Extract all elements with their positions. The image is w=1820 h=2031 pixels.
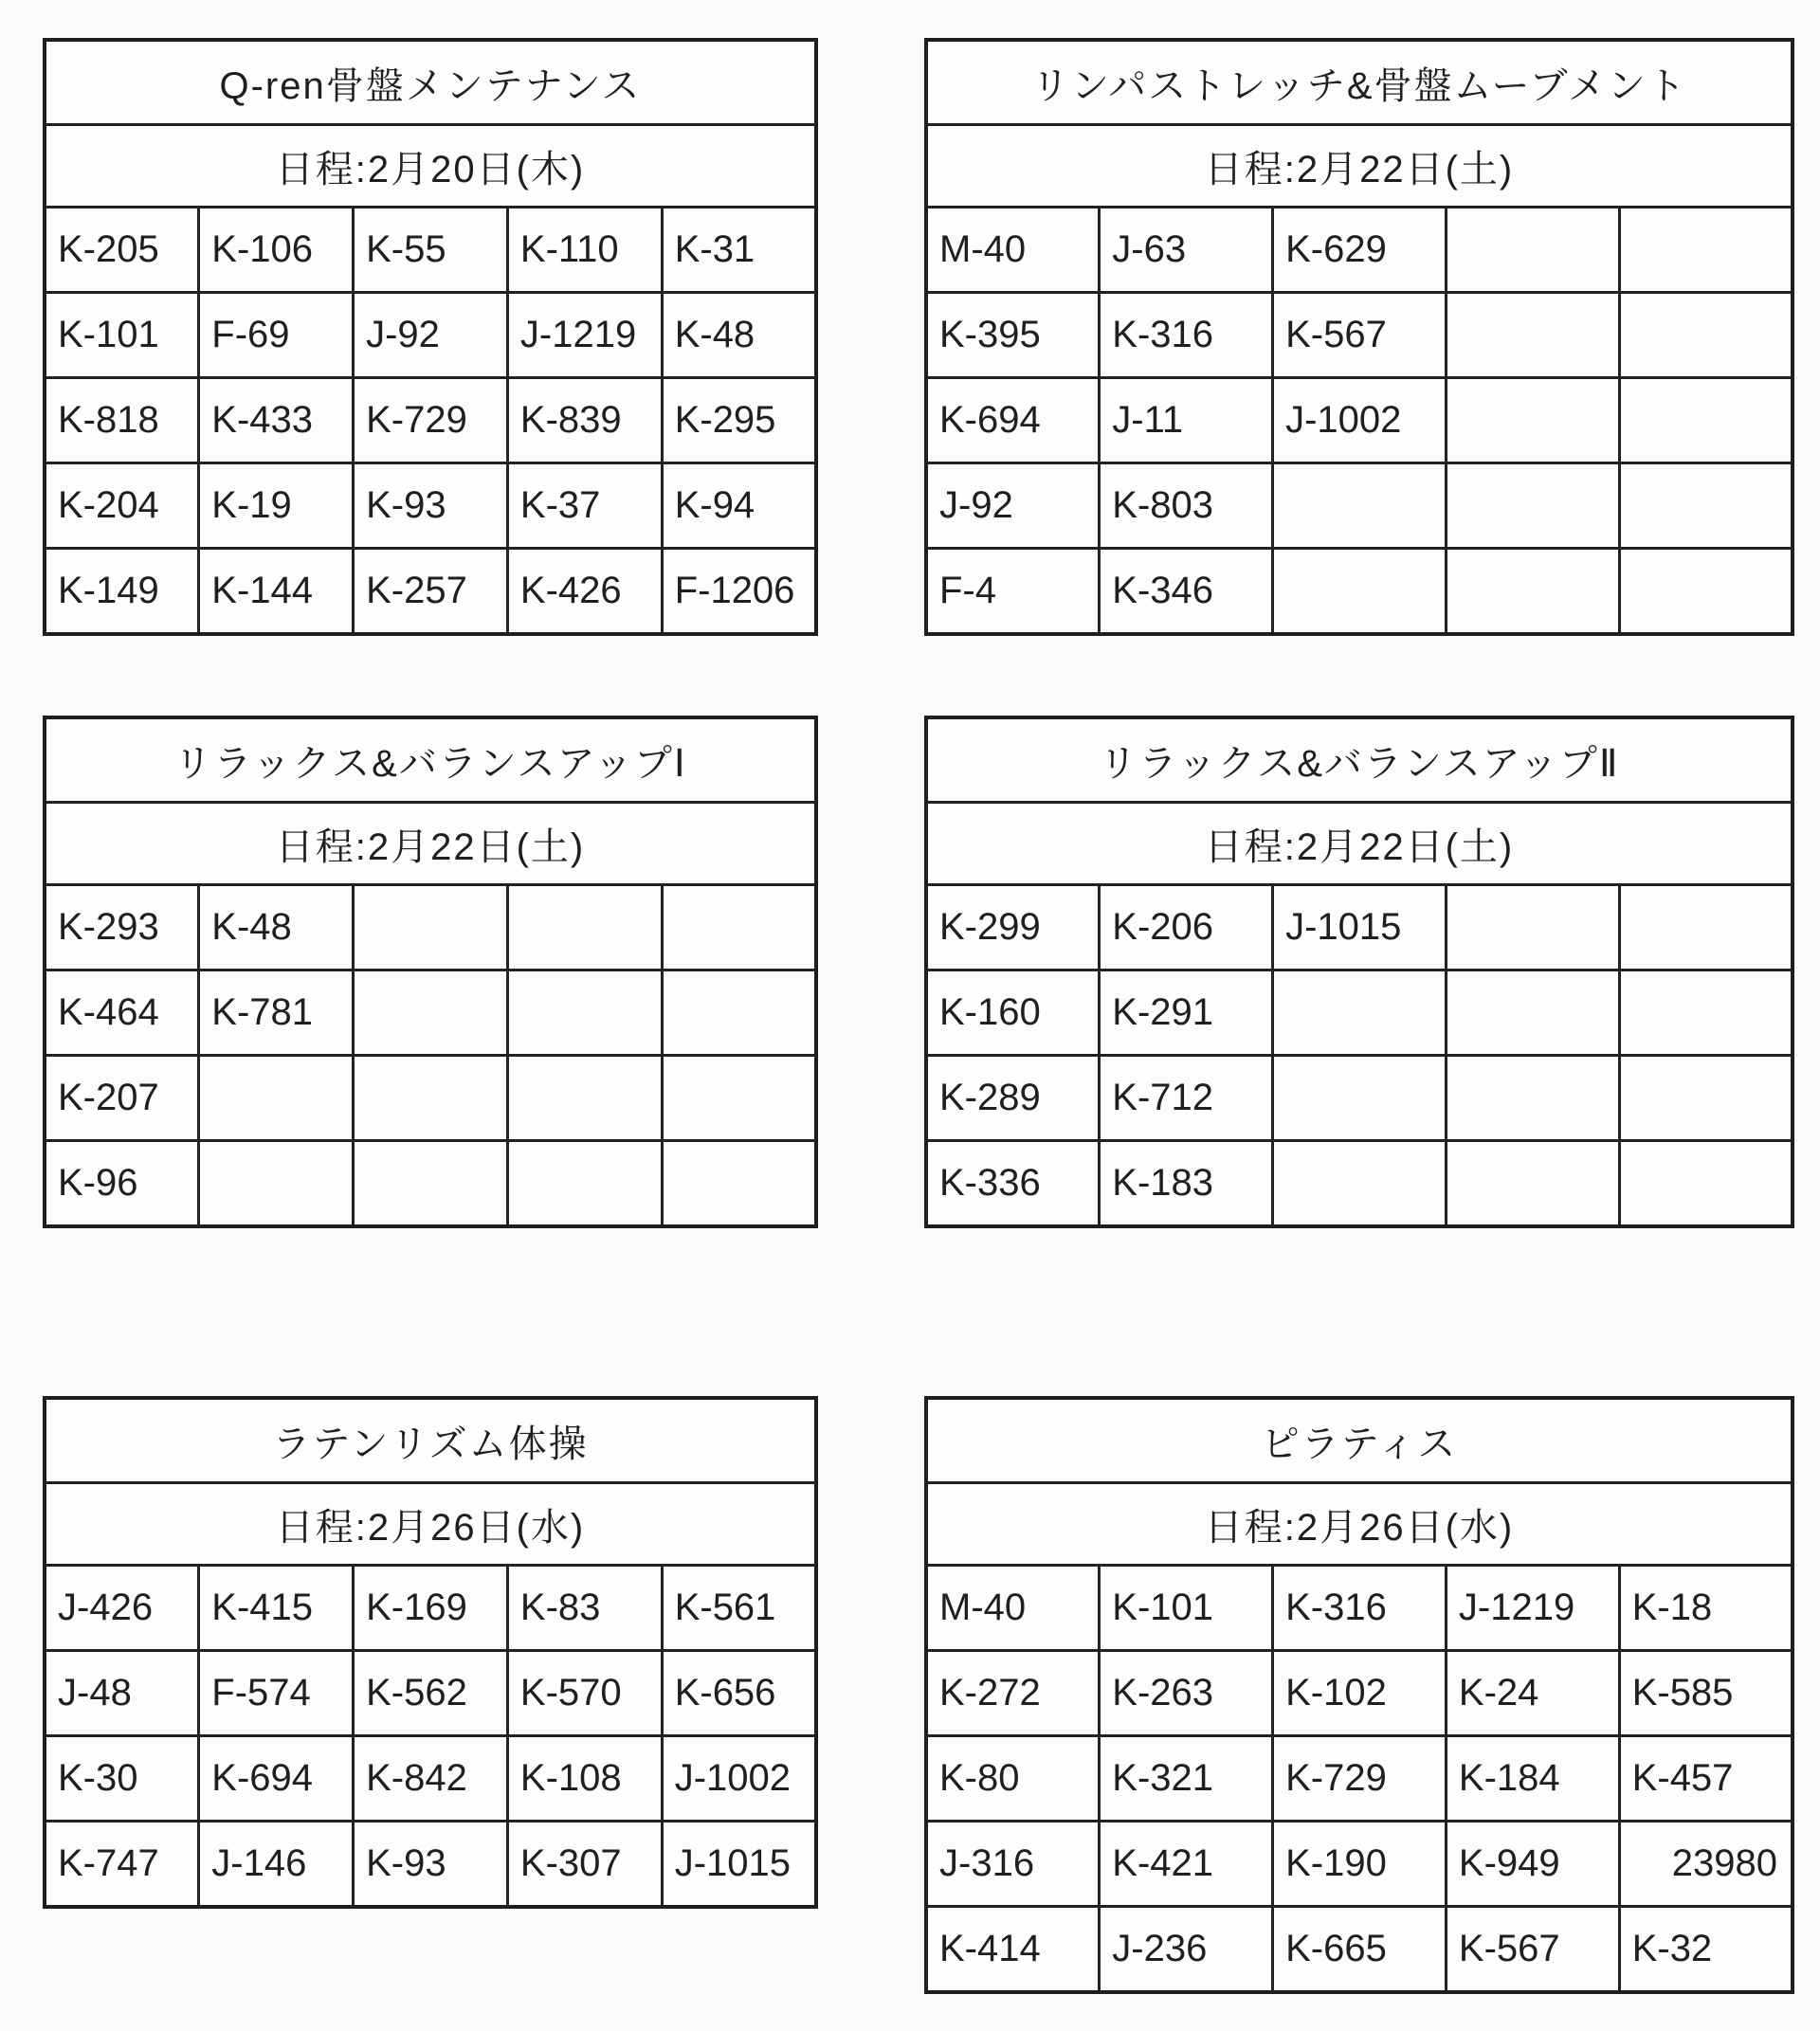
code-cell: K-106 [199, 208, 354, 293]
empty-cell [507, 1056, 662, 1141]
code-cell: K-585 [1619, 1651, 1793, 1736]
code-cell: K-48 [199, 885, 354, 970]
table-relax-balance-up-2 [924, 716, 1794, 1228]
code-cell: K-291 [1100, 970, 1273, 1056]
code-cell: K-415 [199, 1566, 354, 1651]
code-cell: K-207 [45, 1056, 199, 1141]
code-cell: K-110 [507, 208, 662, 293]
table-row [45, 1141, 816, 1227]
table-row [45, 293, 816, 378]
code-cell: K-160 [926, 970, 1100, 1056]
code-cell: K-272 [926, 1651, 1100, 1736]
empty-cell [1446, 549, 1619, 635]
code-cell: J-1002 [1273, 378, 1447, 463]
table-row [926, 970, 1793, 1056]
code-cell: J-146 [199, 1822, 354, 1908]
code-cell: K-712 [1100, 1056, 1273, 1141]
table-row [45, 970, 816, 1056]
table-row [926, 40, 1793, 125]
code-cell: K-289 [926, 1056, 1100, 1141]
code-cell: K-457 [1619, 1736, 1793, 1822]
code-cell: J-48 [45, 1651, 199, 1736]
empty-cell [1273, 463, 1447, 549]
code-cell: K-781 [199, 970, 354, 1056]
table-date: 日程:2月22日(土) [45, 803, 816, 885]
code-cell: K-263 [1100, 1651, 1273, 1736]
code-cell: K-37 [507, 463, 662, 549]
code-cell: K-567 [1273, 293, 1447, 378]
code-cell: K-839 [507, 378, 662, 463]
table-row [926, 1566, 1793, 1651]
code-cell: K-949 [1446, 1822, 1619, 1907]
code-cell: K-32 [1619, 1907, 1793, 1993]
empty-cell [1619, 208, 1793, 293]
empty-cell [1619, 970, 1793, 1056]
code-cell: K-426 [507, 549, 662, 635]
code-cell: K-24 [1446, 1651, 1619, 1736]
code-cell: K-414 [926, 1907, 1100, 1993]
code-cell: K-93 [354, 1822, 508, 1908]
empty-cell [1273, 1056, 1447, 1141]
code-cell: K-561 [662, 1566, 816, 1651]
empty-cell [662, 1141, 816, 1227]
code-cell: K-83 [507, 1566, 662, 1651]
empty-cell [662, 970, 816, 1056]
empty-cell [354, 1141, 508, 1227]
table-row [926, 1822, 1793, 1907]
table-title: ピラティス [926, 1398, 1793, 1483]
code-cell: K-307 [507, 1822, 662, 1908]
code-cell: J-92 [354, 293, 508, 378]
empty-cell [507, 885, 662, 970]
table-row [926, 125, 1793, 208]
table-row [926, 463, 1793, 549]
empty-cell [1273, 1141, 1447, 1227]
empty-cell [1273, 970, 1447, 1056]
table-row [926, 549, 1793, 635]
code-cell: K-818 [45, 378, 199, 463]
table-row [45, 463, 816, 549]
code-cell: K-464 [45, 970, 199, 1056]
code-cell: K-101 [45, 293, 199, 378]
table-row [45, 717, 816, 803]
code-cell: K-747 [45, 1822, 199, 1908]
empty-cell [199, 1056, 354, 1141]
code-cell: K-629 [1273, 208, 1447, 293]
code-cell: K-190 [1273, 1822, 1447, 1907]
code-cell: J-63 [1100, 208, 1273, 293]
empty-cell [1446, 970, 1619, 1056]
code-cell: K-93 [354, 463, 508, 549]
table-date: 日程:2月26日(水) [45, 1483, 816, 1566]
empty-cell [1619, 885, 1793, 970]
code-cell: F-1206 [662, 549, 816, 635]
code-cell: F-69 [199, 293, 354, 378]
table-row [45, 1483, 816, 1566]
table-row [45, 40, 816, 125]
code-cell: K-204 [45, 463, 199, 549]
empty-cell [1619, 463, 1793, 549]
table-row [926, 1398, 1793, 1483]
table-row [926, 1736, 1793, 1822]
table-row [926, 208, 1793, 293]
code-cell: F-4 [926, 549, 1100, 635]
table-title: リラックス&バランスアップⅡ [926, 717, 1793, 803]
code-cell: J-1015 [1273, 885, 1447, 970]
table-row [45, 885, 816, 970]
code-cell: K-184 [1446, 1736, 1619, 1822]
code-cell: K-48 [662, 293, 816, 378]
code-cell: K-102 [1273, 1651, 1447, 1736]
empty-cell [1619, 378, 1793, 463]
table-row [926, 1651, 1793, 1736]
code-cell: K-257 [354, 549, 508, 635]
table-date: 日程:2月26日(水) [926, 1483, 1793, 1566]
code-cell: K-729 [1273, 1736, 1447, 1822]
code-cell: K-169 [354, 1566, 508, 1651]
table-row [926, 717, 1793, 803]
empty-cell [1619, 293, 1793, 378]
table-date: 日程:2月20日(木) [45, 125, 816, 208]
code-cell: K-316 [1100, 293, 1273, 378]
code-cell: J-1002 [662, 1736, 816, 1822]
empty-cell [1619, 549, 1793, 635]
table-row [926, 803, 1793, 885]
code-cell: K-30 [45, 1736, 199, 1822]
code-cell: K-295 [662, 378, 816, 463]
code-cell: K-205 [45, 208, 199, 293]
empty-cell [1446, 463, 1619, 549]
table-date: 日程:2月22日(土) [926, 125, 1793, 208]
code-cell: K-149 [45, 549, 199, 635]
table-row [45, 1822, 816, 1908]
code-cell: K-206 [1100, 885, 1273, 970]
table-row [45, 803, 816, 885]
table-row [926, 1141, 1793, 1227]
table-row [45, 1566, 816, 1651]
empty-cell [507, 970, 662, 1056]
table-date: 日程:2月22日(土) [926, 803, 1793, 885]
table-row [45, 1398, 816, 1483]
empty-cell [1446, 1141, 1619, 1227]
code-cell: K-570 [507, 1651, 662, 1736]
code-cell: K-19 [199, 463, 354, 549]
code-cell: K-80 [926, 1736, 1100, 1822]
empty-cell [354, 885, 508, 970]
table-row [926, 378, 1793, 463]
table-row [45, 1736, 816, 1822]
table-row [45, 378, 816, 463]
empty-cell [662, 885, 816, 970]
code-cell: K-694 [926, 378, 1100, 463]
code-cell: J-11 [1100, 378, 1273, 463]
code-cell: K-665 [1273, 1907, 1447, 1993]
table-row [926, 293, 1793, 378]
table-row [45, 1056, 816, 1141]
code-cell: K-101 [1100, 1566, 1273, 1651]
code-cell: K-316 [1273, 1566, 1447, 1651]
code-cell: K-94 [662, 463, 816, 549]
table-title: リンパストレッチ&骨盤ムーブメント [926, 40, 1793, 125]
table-row [45, 125, 816, 208]
code-cell: K-346 [1100, 549, 1273, 635]
code-cell: K-336 [926, 1141, 1100, 1227]
code-cell: J-1219 [507, 293, 662, 378]
code-cell: K-395 [926, 293, 1100, 378]
table-row [926, 885, 1793, 970]
code-cell: K-803 [1100, 463, 1273, 549]
table-row [45, 208, 816, 293]
table-qren-pelvis-maintenance [43, 38, 818, 636]
code-cell: J-1219 [1446, 1566, 1619, 1651]
code-cell: K-96 [45, 1141, 199, 1227]
code-cell: K-433 [199, 378, 354, 463]
table-title: リラックス&バランスアップⅠ [45, 717, 816, 803]
code-cell: J-426 [45, 1566, 199, 1651]
code-cell: K-562 [354, 1651, 508, 1736]
code-cell: K-567 [1446, 1907, 1619, 1993]
empty-cell [1446, 378, 1619, 463]
code-cell: K-31 [662, 208, 816, 293]
code-cell: M-40 [926, 1566, 1100, 1651]
code-cell: J-236 [1100, 1907, 1273, 1993]
code-cell: K-694 [199, 1736, 354, 1822]
empty-cell [1619, 1141, 1793, 1227]
code-cell: K-321 [1100, 1736, 1273, 1822]
empty-cell [354, 1056, 508, 1141]
table-row [926, 1056, 1793, 1141]
code-cell: K-842 [354, 1736, 508, 1822]
empty-cell [1446, 1056, 1619, 1141]
code-cell: J-316 [926, 1822, 1100, 1907]
code-cell: K-183 [1100, 1141, 1273, 1227]
code-cell: K-729 [354, 378, 508, 463]
empty-cell [1619, 1056, 1793, 1141]
table-relax-balance-up-1 [43, 716, 818, 1228]
empty-cell [507, 1141, 662, 1227]
code-cell: 23980 [1619, 1822, 1793, 1907]
code-cell: M-40 [926, 208, 1100, 293]
code-cell: J-1015 [662, 1822, 816, 1908]
empty-cell [1446, 885, 1619, 970]
table-title: Q-ren骨盤メンテナンス [45, 40, 816, 125]
empty-cell [199, 1141, 354, 1227]
empty-cell [1446, 293, 1619, 378]
empty-cell [354, 970, 508, 1056]
code-cell: K-421 [1100, 1822, 1273, 1907]
table-row [926, 1483, 1793, 1566]
code-cell: K-18 [1619, 1566, 1793, 1651]
code-cell: K-299 [926, 885, 1100, 970]
table-row [45, 549, 816, 635]
table-title: ラテンリズム体操 [45, 1398, 816, 1483]
table-lymph-stretch-pelvis-movement [924, 38, 1794, 636]
empty-cell [1446, 208, 1619, 293]
table-row [45, 1651, 816, 1736]
table-pilates [924, 1396, 1794, 1994]
code-cell: K-293 [45, 885, 199, 970]
empty-cell [662, 1056, 816, 1141]
empty-cell [1273, 549, 1447, 635]
table-row [926, 1907, 1793, 1993]
code-cell: K-656 [662, 1651, 816, 1736]
code-cell: J-92 [926, 463, 1100, 549]
code-cell: K-55 [354, 208, 508, 293]
code-cell: K-144 [199, 549, 354, 635]
code-cell: F-574 [199, 1651, 354, 1736]
code-cell: K-108 [507, 1736, 662, 1822]
table-latin-rhythm-exercise [43, 1396, 818, 1909]
